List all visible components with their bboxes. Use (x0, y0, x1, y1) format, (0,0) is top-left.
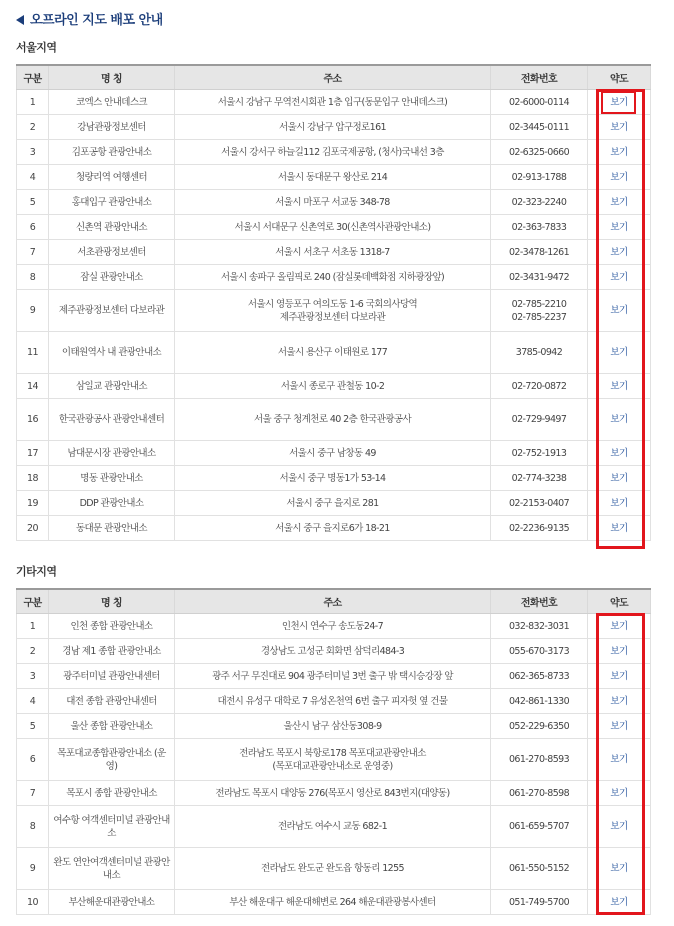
office-name: 이태원역사 내 관광안내소 (49, 332, 175, 374)
office-name: 여수항 여객센터미널 관광안내소 (49, 806, 175, 848)
table-row (17, 689, 651, 714)
col-header-name: 명 칭 (49, 65, 175, 90)
map-cell (588, 890, 651, 915)
office-name: 코엑스 안내데스크 (49, 90, 175, 115)
office-phone (491, 491, 588, 516)
phone-line: 02-720-0872 (511, 380, 567, 392)
office-phone (491, 664, 588, 689)
office-name: DDP 관광안내소 (49, 491, 175, 516)
row-number: 6 (17, 739, 49, 781)
office-name: 김포공항 관광안내소 (49, 140, 175, 165)
office-name: 제주관광정보센터 다보라관 (49, 290, 175, 332)
office-address (175, 806, 491, 848)
address-line: 광주 서구 무진대로 904 광주터미널 3번 출구 밖 택시승강장 앞 (212, 670, 453, 682)
map-cell (588, 806, 651, 848)
office-phone (491, 714, 588, 739)
view-map-link[interactable]: 보기 (610, 246, 628, 258)
view-map-link[interactable]: 보기 (610, 754, 628, 765)
view-map-link[interactable]: 보기 (610, 447, 628, 459)
view-map-link[interactable]: 보기 (610, 695, 628, 707)
office-name: 한국관광공사 관광안내센터 (49, 399, 175, 441)
phone-line: 02-323-2240 (511, 196, 567, 208)
row-number: 5 (17, 714, 49, 739)
office-name: 명동 관광안내소 (49, 466, 175, 491)
left-triangle-icon (16, 15, 24, 25)
phone-line: 052-229-6350 (508, 720, 570, 732)
office-phone (491, 848, 588, 890)
office-name: 잠실 관광안내소 (49, 265, 175, 290)
col-header-name: 명 칭 (49, 589, 175, 614)
row-number: 17 (17, 441, 49, 466)
view-map-link[interactable]: 보기 (610, 121, 628, 133)
office-address (175, 240, 491, 265)
map-cell (588, 190, 651, 215)
phone-line: 02-6000-0114 (508, 96, 570, 108)
view-map-link[interactable]: 보기 (610, 821, 628, 832)
address-line: 서울시 영등포구 여의도동 1-6 국회의사당역 (247, 298, 418, 310)
phone-line: 061-270-8598 (508, 787, 570, 799)
office-address (175, 265, 491, 290)
row-number: 9 (17, 290, 49, 332)
row-number: 14 (17, 374, 49, 399)
map-cell (588, 165, 651, 190)
row-number: 4 (17, 165, 49, 190)
map-cell (588, 441, 651, 466)
map-cell (588, 614, 651, 639)
row-number: 8 (17, 806, 49, 848)
address-line: 제주관광정보센터 다보라관 (279, 311, 386, 323)
phone-line: 3785-0942 (515, 347, 563, 358)
row-number: 10 (17, 890, 49, 915)
table-row (17, 466, 651, 491)
table-row (17, 240, 651, 265)
address-line: 대전시 유성구 대학로 7 유성온천역 6번 출구 피자헛 옆 건물 (217, 695, 448, 707)
map-cell (588, 265, 651, 290)
table-row (17, 781, 651, 806)
phone-line: 02-729-9497 (511, 414, 567, 425)
office-address (175, 290, 491, 332)
view-map-link[interactable]: 보기 (610, 896, 628, 908)
col-header-map: 약도 (588, 589, 651, 614)
office-name: 목포대교종합관광안내소 (운영) (49, 739, 175, 781)
address-line: 서울시 동대문구 왕산로 214 (277, 171, 388, 183)
view-map-link[interactable]: 보기 (610, 670, 628, 682)
view-map-link[interactable]: 보기 (610, 414, 628, 425)
phone-line: 02-774-3238 (511, 472, 567, 484)
seoul-office-table (16, 64, 651, 541)
row-number: 9 (17, 848, 49, 890)
office-name: 목포시 종합 관광안내소 (49, 781, 175, 806)
row-number: 6 (17, 215, 49, 240)
office-address (175, 140, 491, 165)
row-number: 5 (17, 190, 49, 215)
office-name: 대전 종합 관광안내센터 (49, 689, 175, 714)
address-line: 서울시 강남구 무역전시회관 1층 입구(동문입구 안내데스크) (217, 96, 448, 108)
table-row (17, 90, 651, 115)
office-address (175, 441, 491, 466)
view-map-link[interactable]: 보기 (610, 645, 628, 657)
address-line: 서울시 중구 을지로 281 (286, 497, 379, 509)
office-address (175, 689, 491, 714)
map-cell (588, 714, 651, 739)
row-number: 8 (17, 265, 49, 290)
view-map-link[interactable]: 보기 (610, 497, 628, 509)
view-map-link[interactable]: 보기 (610, 221, 628, 233)
address-line: 부산 해운대구 해운대해변로 264 해운대관광봉사센터 (229, 896, 436, 908)
phone-line: 02-363-7833 (511, 221, 567, 233)
view-map-link[interactable]: 보기 (610, 146, 628, 158)
office-phone (491, 265, 588, 290)
row-number: 4 (17, 689, 49, 714)
address-line: 서울시 중구 을지로6가 18-21 (275, 522, 390, 534)
phone-line: 055-670-3173 (508, 645, 570, 657)
row-number: 16 (17, 399, 49, 441)
table-row (17, 332, 651, 374)
office-name: 광주터미널 관광안내센터 (49, 664, 175, 689)
table-row (17, 140, 651, 165)
address-line: 서울시 서초구 서초동 1318-7 (275, 246, 390, 258)
map-cell (588, 491, 651, 516)
address-line: 전라남도 목포시 북항로178 목포대교관광안내소 (239, 747, 426, 759)
office-address (175, 781, 491, 806)
row-number: 3 (17, 140, 49, 165)
row-number: 18 (17, 466, 49, 491)
view-map-link[interactable]: 보기 (610, 96, 628, 108)
address-line: 서울 중구 청계천로 40 2층 한국관광공사 (253, 414, 412, 425)
office-name: 경남 제1 종합 관광안내소 (49, 639, 175, 664)
col-header-no: 구분 (17, 65, 49, 90)
phone-line: 061-270-8593 (508, 754, 570, 765)
office-address (175, 399, 491, 441)
col-header-phone: 전화번호 (491, 589, 588, 614)
phone-line: 02-785-2210 (511, 298, 567, 310)
phone-line: 032-832-3031 (508, 620, 570, 632)
office-phone (491, 806, 588, 848)
view-map-link[interactable]: 보기 (610, 271, 628, 283)
phone-line: 042-861-1330 (508, 695, 570, 707)
office-name: 남대문시장 관광안내소 (49, 441, 175, 466)
address-line: 서울시 마포구 서교동 348-78 (275, 196, 390, 208)
phone-line: 02-2236-9135 (508, 522, 570, 534)
address-line: 전라남도 목포시 대양동 276(목포시 영산로 843번지(대양동) (215, 787, 450, 799)
address-line: 울산시 남구 삼산동308-9 (283, 720, 382, 732)
table-row (17, 739, 651, 781)
office-phone (491, 165, 588, 190)
address-line: 인천시 연수구 송도동24-7 (281, 620, 384, 632)
phone-line: 02-2153-0407 (508, 497, 570, 509)
phone-line: 051-749-5700 (508, 896, 570, 908)
office-address (175, 664, 491, 689)
address-line: 전라남도 여수시 교동 682-1 (277, 821, 388, 832)
row-number: 1 (17, 614, 49, 639)
office-phone (491, 290, 588, 332)
map-cell (588, 516, 651, 541)
table-row (17, 516, 651, 541)
map-cell (588, 781, 651, 806)
map-cell (588, 215, 651, 240)
map-cell (588, 639, 651, 664)
address-line: 서울시 강서구 하늘길112 김포국제공항, (청사)국내선 3층 (221, 146, 444, 158)
table-row (17, 190, 651, 215)
office-phone (491, 332, 588, 374)
phone-line: 02-752-1913 (511, 447, 567, 459)
office-address (175, 374, 491, 399)
office-name: 동대문 관광안내소 (49, 516, 175, 541)
office-address (175, 739, 491, 781)
address-line: 서울시 종로구 관철동 10-2 (280, 380, 385, 392)
col-header-no: 구분 (17, 589, 49, 614)
table-row (17, 374, 651, 399)
map-cell (588, 848, 651, 890)
office-name: 청량리역 여행센터 (49, 165, 175, 190)
row-number: 2 (17, 115, 49, 140)
office-phone (491, 240, 588, 265)
office-address (175, 714, 491, 739)
phone-line: 062-365-8733 (508, 670, 570, 682)
office-name: 완도 연안여객센터미널 관광안내소 (49, 848, 175, 890)
row-number: 3 (17, 664, 49, 689)
view-map-link[interactable]: 보기 (610, 305, 628, 316)
phone-line: 02-3478-1261 (508, 246, 570, 258)
office-address (175, 890, 491, 915)
col-header-phone: 전화번호 (491, 65, 588, 90)
office-name: 울산 종합 관광안내소 (49, 714, 175, 739)
table-row (17, 165, 651, 190)
col-header-address: 주소 (175, 65, 491, 90)
address-line: 서울시 중구 명동1가 53-14 (279, 472, 386, 484)
office-name: 홍대입구 관광안내소 (49, 190, 175, 215)
view-map-link[interactable]: 보기 (610, 171, 628, 183)
row-number: 7 (17, 781, 49, 806)
map-cell (588, 115, 651, 140)
office-phone (491, 215, 588, 240)
view-map-link[interactable]: 보기 (610, 196, 628, 208)
map-cell (588, 290, 651, 332)
address-line: 서울시 용산구 이태원로 177 (277, 347, 388, 358)
row-number: 7 (17, 240, 49, 265)
map-cell (588, 374, 651, 399)
address-line: 서울시 중구 남창동 49 (289, 447, 376, 459)
row-number: 1 (17, 90, 49, 115)
view-map-link[interactable]: 보기 (610, 787, 628, 799)
map-cell (588, 399, 651, 441)
office-phone (491, 614, 588, 639)
map-cell (588, 664, 651, 689)
office-phone (491, 890, 588, 915)
office-address (175, 848, 491, 890)
table-row (17, 639, 651, 664)
office-phone (491, 374, 588, 399)
phone-line: 02-785-2237 (511, 311, 567, 323)
office-address (175, 190, 491, 215)
map-cell (588, 689, 651, 714)
section-title-other: 기타지역 (16, 565, 57, 578)
table-row (17, 399, 651, 441)
office-phone (491, 466, 588, 491)
map-cell (588, 240, 651, 265)
office-name: 삼일교 관광안내소 (49, 374, 175, 399)
table-row (17, 890, 651, 915)
office-phone (491, 739, 588, 781)
phone-line: 02-3445-0111 (508, 121, 570, 133)
map-cell (588, 140, 651, 165)
office-phone (491, 140, 588, 165)
office-phone (491, 399, 588, 441)
row-number: 20 (17, 516, 49, 541)
page-title (16, 9, 163, 28)
map-cell (588, 739, 651, 781)
other-region-office-table (16, 588, 651, 915)
table-header-row (17, 65, 651, 90)
table-row (17, 290, 651, 332)
view-map-link[interactable]: 보기 (610, 620, 628, 632)
office-phone (491, 441, 588, 466)
office-address (175, 215, 491, 240)
office-address (175, 90, 491, 115)
table-row (17, 614, 651, 639)
office-phone (491, 90, 588, 115)
row-number: 11 (17, 332, 49, 374)
office-phone (491, 639, 588, 664)
col-header-address: 주소 (175, 589, 491, 614)
table-row (17, 848, 651, 890)
table-row (17, 664, 651, 689)
office-phone (491, 190, 588, 215)
office-address (175, 332, 491, 374)
phone-line: 02-3431-9472 (508, 271, 570, 283)
office-address (175, 165, 491, 190)
address-line: 전라남도 완도군 완도읍 항동리 1255 (261, 863, 404, 874)
office-address (175, 639, 491, 664)
phone-line: 061-659-5707 (508, 821, 570, 832)
view-map-link[interactable]: 보기 (610, 472, 628, 484)
office-address (175, 466, 491, 491)
address-line: 서울시 송파구 올림픽로 240 (잠실롯데백화점 지하광장앞) (220, 271, 445, 283)
office-address (175, 516, 491, 541)
phone-line: 02-913-1788 (511, 171, 567, 183)
table-row (17, 115, 651, 140)
phone-line: 061-550-5152 (508, 863, 570, 874)
office-address (175, 491, 491, 516)
table-row (17, 714, 651, 739)
row-number: 2 (17, 639, 49, 664)
office-phone (491, 115, 588, 140)
office-address (175, 115, 491, 140)
map-cell (588, 466, 651, 491)
table-row (17, 806, 651, 848)
map-cell (588, 332, 651, 374)
office-name: 강남관광정보센터 (49, 115, 175, 140)
office-name: 서초관광정보센터 (49, 240, 175, 265)
address-line: (목포대교관광안내소로 운영중) (272, 760, 393, 772)
view-map-link[interactable]: 보기 (610, 863, 628, 874)
col-header-map: 약도 (588, 65, 651, 90)
office-phone (491, 781, 588, 806)
view-map-link[interactable]: 보기 (610, 380, 628, 392)
page-title-text: 오프라인 지도 배포 안내 (30, 13, 163, 28)
table-row (17, 215, 651, 240)
address-line: 서울시 서대문구 신촌역로 30(신촌역사관광안내소) (234, 221, 431, 233)
office-name: 신촌역 관광안내소 (49, 215, 175, 240)
table-row (17, 491, 651, 516)
view-map-link[interactable]: 보기 (610, 522, 628, 534)
view-map-link[interactable]: 보기 (610, 347, 628, 358)
row-number: 19 (17, 491, 49, 516)
map-cell (588, 90, 651, 115)
view-map-link[interactable]: 보기 (610, 720, 628, 732)
office-address (175, 614, 491, 639)
address-line: 경상남도 고성군 회화면 삼덕리484-3 (260, 645, 405, 657)
office-phone (491, 516, 588, 541)
table-row (17, 441, 651, 466)
phone-line: 02-6325-0660 (508, 146, 570, 158)
office-name: 인천 종합 관광안내소 (49, 614, 175, 639)
office-name: 부산해운대관광안내소 (49, 890, 175, 915)
table-row (17, 265, 651, 290)
address-line: 서울시 강남구 압구정로161 (279, 121, 386, 133)
section-title-seoul: 서울지역 (16, 41, 57, 54)
table-header-row (17, 589, 651, 614)
office-phone (491, 689, 588, 714)
